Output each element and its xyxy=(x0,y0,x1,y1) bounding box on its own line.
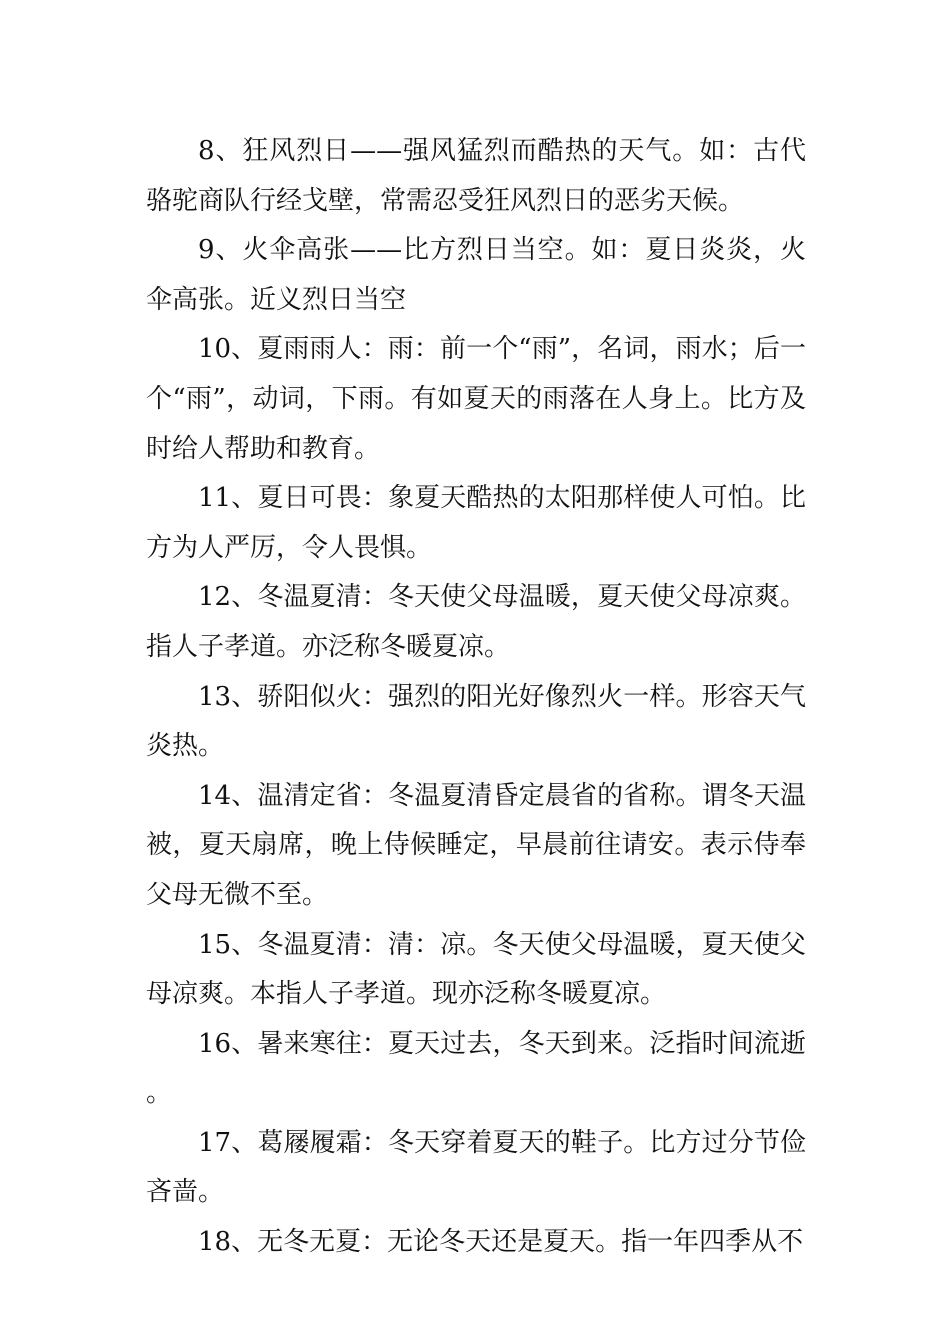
paragraph-15: 15、冬温夏清：清：凉。冬天使父母温暖，夏天使父母凉爽。本指人子孝道。现亦泛称冬暖夏凉。 xyxy=(146,929,806,1010)
paragraph-8: 8、狂风烈日——强风猛烈而酷热的天气。如：古代骆驼商队行经戈壁，常需忍受狂风烈日的恶劣天候。 xyxy=(146,136,806,216)
paragraph-18: 18、无冬无夏：无论冬天还是夏天。指一年四季从不 xyxy=(198,1227,804,1258)
paragraph-14: 14、温清定省：冬温夏清昏定晨省的省称。谓冬天温被，夏天扇席，晚上侍候睡定，早晨前往请安。表示侍奉父母无微不至。 xyxy=(146,780,806,910)
paragraph-17: 17、葛屦履霜：冬天穿着夏天的鞋子。比方过分节俭吝啬。 xyxy=(146,1127,806,1208)
paragraph-12: 12、冬温夏清：冬天使父母温暖，夏天使父母凉爽。指人子孝道。亦泛称冬暖夏凉。 xyxy=(146,582,806,662)
paragraph-9: 9、火伞高张——比方烈日当空。如：夏日炎炎，火伞高张。近义烈日当空 xyxy=(146,235,806,315)
paragraph-10: 10、夏雨雨人：雨：前一个“雨”，名词，雨水；后一个“雨”，动词，下雨。有如夏天的雨落在人身上。比方及时给人帮助和教育。 xyxy=(146,334,806,464)
document-body xyxy=(146,127,806,1268)
paragraph-16: 16、暑来寒往：夏天过去，冬天到来。泛指时间流逝。 xyxy=(146,1028,806,1109)
paragraph-13: 13、骄阳似火：强烈的阳光好像烈火一样。形容天气炎热。 xyxy=(146,681,806,762)
paragraph-11: 11、夏日可畏：象夏天酷热的太阳那样使人可怕。比方为人严厉，令人畏惧。 xyxy=(146,483,806,563)
